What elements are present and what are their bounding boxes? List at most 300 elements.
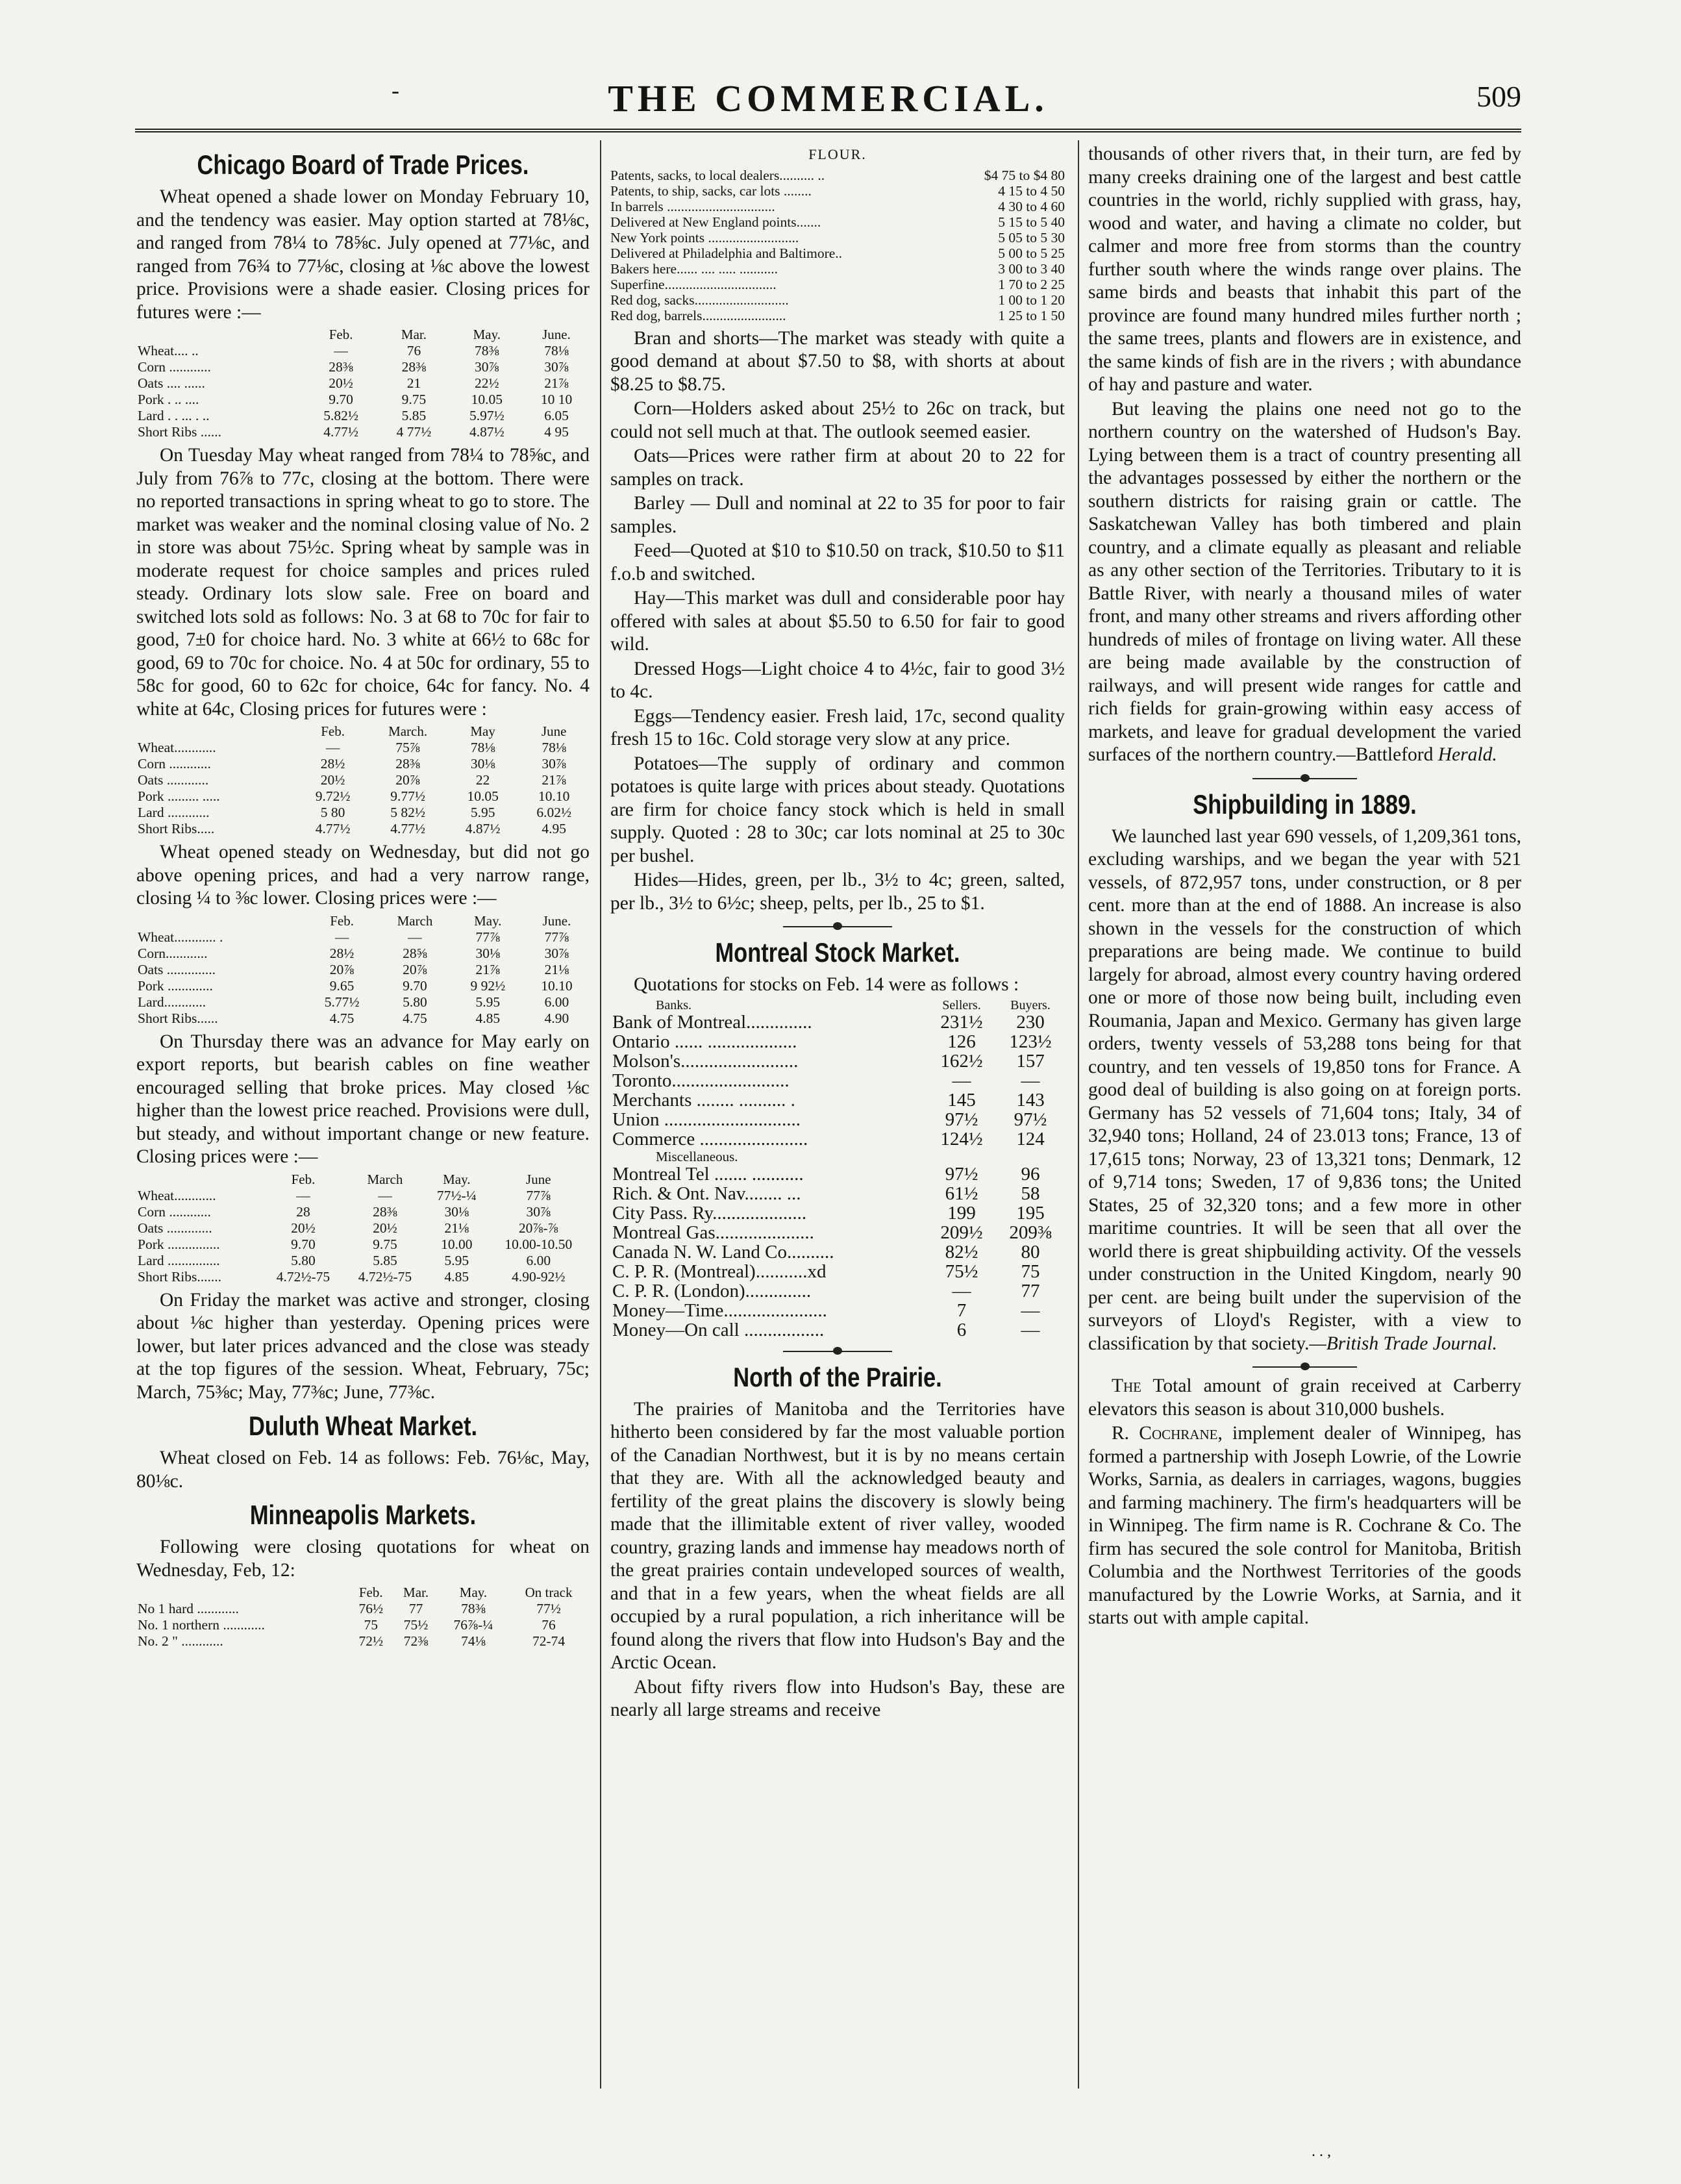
commodity-label: Pork ......... ..... bbox=[138, 788, 220, 804]
table-row bbox=[136, 375, 590, 392]
stock-name: Money—On call ................. bbox=[612, 1319, 825, 1340]
table-header-cell: On track bbox=[525, 1585, 573, 1600]
table-row bbox=[136, 756, 590, 772]
table-header-cell: Mar. bbox=[401, 327, 427, 342]
flour-row bbox=[610, 261, 1065, 277]
table-header-cell: June bbox=[541, 723, 567, 739]
chicago-table-2 bbox=[136, 723, 590, 837]
table-row bbox=[136, 1010, 590, 1027]
flour-heading: FLOUR. bbox=[808, 146, 867, 162]
price-cell: 10.05 bbox=[471, 392, 503, 407]
note-cochrane-lead: R. Cochrane, bbox=[1112, 1423, 1223, 1444]
price-cell: 30⅞ bbox=[542, 756, 567, 772]
sellers-price: 97½ bbox=[945, 1109, 978, 1130]
stock-row bbox=[610, 1012, 1065, 1032]
buyers-price: 58 bbox=[1021, 1183, 1040, 1204]
prairie-para-3: thousands of other rivers that, in their turn, are fed by many creeks draining one of the largest and best cattle countries in the world, richly supplied with grass, hay, wood and water, and having a climate no colder, but calmer and more free from storms than the country further south where the winds range over plains. The same birds and beasts that inhabit this part of the province are found many hundred miles further north ; the same trees, plants and flowers are in existence, and the same kinds of fish are in the rivers ; with abundance of hay and pasture and water. bbox=[1088, 144, 1521, 395]
buyers-price: 157 bbox=[1016, 1050, 1045, 1072]
produce-potatoes: Potatoes—The supply of ordinary and common potatoes is quite large with prices about steady. Quotations are firm for choice fancy stock which is held in small supply. Quoted : 28 to 30c; car lots nominal at 25 to 30c per bushel. bbox=[610, 753, 1065, 866]
price-cell: 6.02½ bbox=[536, 805, 572, 820]
price-cell: 21 bbox=[406, 375, 421, 391]
stock-row bbox=[610, 1090, 1065, 1110]
price-cell: 4.90-92½ bbox=[512, 1268, 566, 1285]
stock-name: Rich. & Ont. Nav........ ... bbox=[612, 1183, 801, 1204]
price-cell: 20½ bbox=[291, 1220, 316, 1236]
table-header-cell: Mar. bbox=[403, 1585, 429, 1600]
chicago-para-2: On Tuesday May wheat ranged from 78¼ to 78⅝c, and July from 76⅞ to 77c, closing at the bottom. There were no reported transactions in spring wheat to go to store. The market was weaker and the nominal closing value of No. 2 in store was about 75½c. Spring wheat by sample was in moderate request for choice samples and prices ruled steady. Ordinary lots slow sale. Free on board and switched lots sold as follows: No. 3 at 68 to 70c for fair to good, 7±0 for choice hard. No. 3 white at 66½ to 68c for good, 69 to 70c for choice. No. 4 at 50c for ordinary, 55 to 58c for good, 60 to 62c for choice, 64c for fancy. No. 4 white at 64c, Closing prices for futures were : bbox=[136, 445, 590, 720]
produce-corn: Corn—Holders asked about 25½ to 26c on track, but could not sell much at that. The outlook seemed easier. bbox=[610, 398, 1065, 442]
price-cell: 76 bbox=[542, 1617, 556, 1633]
price-cell: 76 bbox=[406, 343, 421, 358]
chicago-para-3: Wheat opened steady on Wednesday, but did not go above opening prices, and had a very narrow range, closing ¼ to ⅜c lower. Closing prices were :— bbox=[136, 842, 590, 909]
table-header-cell: Feb. bbox=[329, 327, 353, 342]
sellers-price: 209½ bbox=[940, 1222, 983, 1243]
commodity-label: Short Ribs...... bbox=[138, 1010, 218, 1026]
price-cell: 21⅛ bbox=[444, 1220, 469, 1236]
table-row bbox=[136, 740, 590, 756]
stock-name: C. P. R. (London).............. bbox=[612, 1280, 812, 1301]
price-cell: 5 80 bbox=[320, 805, 345, 820]
tail-mark: . . , bbox=[1312, 2143, 1331, 2160]
price-cell: 4.72½-75 bbox=[276, 1268, 330, 1285]
price-cell: 5.82½ bbox=[323, 408, 358, 423]
price-cell: 20⅞ bbox=[329, 961, 355, 977]
price-cell: 4.87½ bbox=[465, 821, 501, 836]
price-cell: 78⅛ bbox=[544, 343, 569, 358]
flour-price: 1 70 to 2 25 bbox=[998, 276, 1065, 292]
section-separator bbox=[1088, 1362, 1521, 1371]
price-cell: 28½ bbox=[320, 756, 345, 772]
stock-name: Molson's......................... bbox=[612, 1050, 799, 1072]
price-cell: 78⅛ bbox=[470, 740, 495, 755]
commodity-label: Short Ribs..... bbox=[138, 821, 215, 836]
price-cell: 9 92½ bbox=[470, 977, 506, 994]
price-cell: 9.70 bbox=[291, 1236, 316, 1252]
table-row bbox=[136, 1253, 590, 1269]
commodity-label: Wheat............ . bbox=[138, 929, 223, 945]
price-cell: 78⅛ bbox=[542, 740, 567, 755]
sellers-price: — bbox=[952, 1280, 971, 1301]
flour-grade: Superfine................................ bbox=[610, 276, 777, 292]
commodity-label: Short Ribs....... bbox=[138, 1268, 222, 1285]
column-rule-2 bbox=[1078, 140, 1079, 2089]
price-cell: 4.75 bbox=[329, 1010, 355, 1026]
stock-row bbox=[610, 1184, 1065, 1203]
flour-row bbox=[610, 168, 1065, 183]
duluth-heading: Duluth Wheat Market. bbox=[248, 1411, 478, 1441]
table-row bbox=[136, 805, 590, 821]
montreal-stock-table bbox=[610, 998, 1065, 1340]
shipbuilding-heading: Shipbuilding in 1889. bbox=[1193, 788, 1417, 820]
stock-name: C. P. R. (Montreal)...........xd bbox=[612, 1261, 827, 1282]
shipbuilding-credit: —British Trade Journal. bbox=[1309, 1333, 1497, 1354]
price-cell: 9.70 bbox=[403, 977, 427, 994]
minneapolis-heading: Minneapolis Markets. bbox=[249, 1500, 477, 1530]
commodity-label: Oats .... ...... bbox=[138, 375, 205, 391]
column-3 bbox=[1088, 143, 1521, 1631]
price-cell: 5.77½ bbox=[324, 994, 360, 1010]
table-row bbox=[136, 1633, 590, 1650]
price-cell: 28 bbox=[296, 1203, 310, 1220]
table-header-cell bbox=[136, 913, 306, 929]
price-cell: 21⅞ bbox=[475, 961, 501, 977]
table-header-cell: Feb. bbox=[321, 723, 345, 739]
commodity-label: Lard............ bbox=[138, 994, 206, 1010]
price-cell: 4.77½ bbox=[390, 821, 425, 836]
price-cell: 75 bbox=[364, 1617, 378, 1633]
note-carberry-lead: The bbox=[1112, 1375, 1142, 1396]
price-cell: — bbox=[378, 1187, 392, 1203]
produce-hay: Hay—This market was dull and considerable poor hay offered with sales at about $5.50 to 6.50 for fair to good wild. bbox=[610, 588, 1065, 655]
commodity-label: Short Ribs ...... bbox=[138, 424, 222, 440]
price-cell: 76⅞-¼ bbox=[453, 1617, 493, 1633]
flour-price: 1 00 to 1 20 bbox=[998, 292, 1065, 308]
price-cell: 21⅞ bbox=[542, 772, 567, 788]
price-cell: 30⅛ bbox=[475, 945, 501, 961]
price-cell: 72½ bbox=[358, 1633, 384, 1649]
sellers-price: 124½ bbox=[940, 1128, 983, 1149]
table-row bbox=[136, 1204, 590, 1220]
prairie-para-2: About fifty rivers flow into Hudson's Bay, these are nearly all large streams and receive bbox=[610, 1676, 1065, 1720]
banks-label: Banks. bbox=[656, 998, 691, 1012]
prairie-para-4 bbox=[1088, 398, 1521, 767]
price-cell: 28⅜ bbox=[395, 756, 420, 772]
table-header-cell: May bbox=[470, 723, 495, 739]
stock-name: City Pass. Ry.................... bbox=[612, 1202, 807, 1224]
price-cell: 4.77½ bbox=[315, 821, 351, 836]
price-cell: 72-74 bbox=[532, 1633, 566, 1649]
table-row bbox=[136, 1269, 590, 1285]
flour-row bbox=[610, 214, 1065, 230]
stock-row bbox=[610, 1262, 1065, 1281]
stock-row bbox=[610, 1223, 1065, 1242]
sellers-price: 231½ bbox=[940, 1011, 983, 1033]
price-cell: 5 82½ bbox=[390, 805, 425, 820]
table-header-cell: June bbox=[526, 1171, 551, 1187]
produce-oats: Oats—Prices were rather firm at about 20 to 22 for samples on track. bbox=[610, 446, 1065, 490]
table-header-cell: May. bbox=[473, 327, 501, 342]
masthead-dash: - bbox=[392, 77, 399, 103]
sellers-price: — bbox=[952, 1070, 971, 1091]
price-cell: 4.85 bbox=[444, 1268, 469, 1285]
price-cell: — bbox=[334, 343, 348, 358]
flour-grade: Patents, sacks, to local dealers.......... .. bbox=[610, 167, 825, 183]
table-row bbox=[136, 392, 590, 408]
sellers-price: 61½ bbox=[945, 1183, 978, 1204]
shipbuilding-para-1 bbox=[1088, 825, 1521, 1356]
price-cell: 4 77½ bbox=[396, 424, 432, 440]
price-cell: 75½ bbox=[403, 1617, 429, 1633]
flour-grade: New York points .......................... bbox=[610, 229, 799, 245]
commodity-label: Wheat............ bbox=[138, 1187, 216, 1203]
flour-row bbox=[610, 230, 1065, 245]
stock-row bbox=[610, 1032, 1065, 1051]
table-header-cell bbox=[136, 327, 305, 343]
table-row bbox=[136, 994, 590, 1010]
price-cell: 78⅜ bbox=[475, 343, 499, 358]
commodity-label: No 1 hard ............ bbox=[138, 1601, 239, 1616]
table-row bbox=[136, 1601, 590, 1617]
price-cell: 10.10 bbox=[541, 977, 573, 994]
table-header-cell: May. bbox=[474, 912, 502, 929]
stock-name: Montreal Tel ....... ........... bbox=[612, 1163, 804, 1185]
section-separator bbox=[1088, 773, 1521, 783]
note-carberry bbox=[1088, 1375, 1521, 1421]
table-header-cell: Feb. bbox=[330, 912, 354, 929]
column-2 bbox=[610, 143, 1065, 1724]
misc-label: Miscellaneous. bbox=[656, 1148, 738, 1164]
price-cell: 21⅞ bbox=[544, 375, 569, 391]
price-cell: 4.75 bbox=[403, 1010, 427, 1026]
table-header-cell: March bbox=[397, 912, 433, 929]
sellers-price: 7 bbox=[956, 1299, 967, 1321]
flour-price: 5 15 to 5 40 bbox=[998, 214, 1065, 230]
table-header-cell bbox=[136, 723, 297, 740]
price-cell: 20½ bbox=[373, 1220, 397, 1236]
chicago-para-1: Wheat opened a shade lower on Monday February 10, and the tendency was easier. May option started at 78⅛c, and ranged from 78¼ to 78⅝c. July opened at 77⅛c, and ranged from 76¾ to 77⅛c, closing at ⅛c above the lowest price. Provisions were a shade easier. Closing prices for futures were :— bbox=[136, 186, 590, 323]
buyers-price: — bbox=[1021, 1070, 1040, 1091]
commodity-label: No. 2 " ............ bbox=[138, 1633, 223, 1649]
stock-name: Union ............................. bbox=[612, 1109, 801, 1130]
price-cell: 4.85 bbox=[475, 1010, 501, 1026]
price-cell: — bbox=[296, 1187, 310, 1203]
chicago-table-1 bbox=[136, 327, 590, 440]
price-cell: 77⅞ bbox=[544, 929, 569, 945]
price-cell: 75⅞ bbox=[395, 740, 420, 755]
table-row bbox=[136, 1188, 590, 1204]
stock-row bbox=[610, 1242, 1065, 1262]
minneapolis-para-1: Following were closing quotations for wheat on Wednesday, Feb, 12: bbox=[136, 1537, 590, 1581]
price-cell: 28⅜ bbox=[329, 359, 353, 375]
price-cell: 76½ bbox=[358, 1601, 384, 1616]
price-cell: 22 bbox=[475, 772, 490, 788]
price-cell: 20⅞ bbox=[403, 961, 427, 977]
price-cell: 4 95 bbox=[544, 424, 569, 440]
prairie-para-4-text: But leaving the plains one need not go to the northern country on the watershed of Hudson's Bay. Lying between them is a tract of country presenting all the advantages possessed by either the northern or the southern districts for raising grain or cattle. The Saskatchewan Valley has both timbered and plain country, and a climate equally as pleasant and reliable as any other section of the Territories. Tributary to it is Battle River, with nearly a thousand miles of water front, and many other streams and rivers affording other hundreds of miles of frontage on living water. All these are being made available by the construction of railways, and will present wide ranges for cattle and rich fields for grain-growing within easy access of markets, and leave for gradual development the varied surfaces of the northern country. bbox=[1088, 398, 1521, 765]
price-cell: 4.72½-75 bbox=[358, 1268, 412, 1285]
price-cell: 30⅞ bbox=[475, 359, 499, 375]
table-row bbox=[136, 929, 590, 946]
commodity-label: Pork ............... bbox=[138, 1236, 220, 1252]
price-cell: 30⅛ bbox=[444, 1203, 469, 1220]
note-carberry-text: Total amount of grain received at Carberry elevators this season is about 310,000 bushels. bbox=[1088, 1375, 1521, 1420]
stock-name: Toronto......................... bbox=[612, 1070, 790, 1091]
table-header-cell: June. bbox=[542, 327, 571, 342]
flour-price: 1 25 to 1 50 bbox=[998, 307, 1065, 323]
price-cell: 77⅞ bbox=[475, 929, 501, 945]
price-cell: 20⅞-⅞ bbox=[518, 1220, 558, 1236]
flour-grade: Delivered at Philadelphia and Baltimore.. bbox=[610, 245, 843, 261]
price-cell: 6.00 bbox=[544, 994, 569, 1010]
table-row bbox=[136, 408, 590, 424]
flour-grade: Bakers here...... .... ..... ........... bbox=[610, 260, 778, 277]
price-cell: 77½-¼ bbox=[436, 1187, 477, 1203]
sellers-label: Sellers. bbox=[942, 998, 981, 1012]
note-cochrane bbox=[1088, 1422, 1521, 1630]
buyers-price: 80 bbox=[1021, 1241, 1040, 1262]
price-cell: 5.85 bbox=[373, 1252, 397, 1268]
chicago-para-5: On Friday the market was active and stronger, closing about ⅛c higher than yesterday. Opening prices were lower, but later prices advanced and the close was steady at the top figures of the session. Wheat, February, 75c; March, 75⅜c; May, 77⅜c; June, 77⅜c. bbox=[136, 1289, 590, 1403]
stock-row bbox=[610, 1203, 1065, 1223]
stock-row bbox=[610, 1320, 1065, 1340]
sellers-price: 145 bbox=[947, 1089, 976, 1111]
flour-row bbox=[610, 199, 1065, 214]
price-cell: 10.00 bbox=[441, 1236, 473, 1252]
price-cell: 78⅜ bbox=[461, 1601, 486, 1616]
price-cell: 10 10 bbox=[540, 392, 573, 407]
table-header-cell bbox=[136, 1172, 262, 1188]
price-cell: 20⅞ bbox=[395, 772, 420, 788]
price-cell: 21⅛ bbox=[544, 961, 569, 977]
flour-price: 5 00 to 5 25 bbox=[998, 245, 1065, 261]
flour-price: 5 05 to 5 30 bbox=[998, 229, 1065, 245]
sellers-price: 97½ bbox=[945, 1163, 978, 1185]
produce-hogs: Dressed Hogs—Light choice 4 to 4½c, fair to good 3½ to 4c. bbox=[610, 658, 1065, 702]
flour-grade: In barrels ............................... bbox=[610, 198, 775, 214]
chicago-table-4 bbox=[136, 1172, 590, 1285]
stock-row bbox=[610, 1129, 1065, 1149]
flour-row bbox=[610, 245, 1065, 261]
stock-row bbox=[610, 1301, 1065, 1320]
flour-grade: Red dog, sacks........................... bbox=[610, 292, 789, 308]
flour-price: 4 30 to 4 60 bbox=[998, 198, 1065, 214]
commodity-label: Lard ............ bbox=[138, 805, 210, 820]
price-cell: 77½ bbox=[536, 1601, 561, 1616]
price-cell: 22½ bbox=[475, 375, 499, 391]
commodity-label: Corn ............ bbox=[138, 1203, 211, 1220]
table-row bbox=[136, 1617, 590, 1633]
commodity-label: Lard ............... bbox=[138, 1252, 220, 1268]
table-row bbox=[136, 772, 590, 788]
price-cell: 20½ bbox=[329, 375, 353, 391]
flour-price: $4 75 to $4 80 bbox=[984, 167, 1065, 183]
page-number: 509 bbox=[1476, 80, 1521, 113]
stock-name: Bank of Montreal.............. bbox=[612, 1011, 812, 1033]
commodity-label: Oats ............ bbox=[138, 772, 209, 788]
sellers-price: 82½ bbox=[945, 1241, 978, 1262]
table-header-cell: May. bbox=[443, 1171, 471, 1187]
table-row bbox=[136, 1236, 590, 1253]
table-header-cell: March bbox=[367, 1171, 403, 1187]
table-row bbox=[136, 359, 590, 375]
column-rule-1 bbox=[600, 140, 601, 2089]
commodity-label: Corn ............ bbox=[138, 359, 211, 375]
flour-row bbox=[610, 292, 1065, 308]
produce-eggs: Eggs—Tendency easier. Fresh laid, 17c, second quality fresh 15 to 16c. Cold storage very slow at any price. bbox=[610, 705, 1065, 749]
buyers-price: — bbox=[1021, 1299, 1040, 1321]
table-header-cell: June. bbox=[542, 912, 571, 929]
price-cell: 6.00 bbox=[526, 1252, 551, 1268]
buyers-price: 77 bbox=[1021, 1280, 1040, 1301]
price-cell: 28⅜ bbox=[373, 1203, 397, 1220]
commodity-label: Pork ............. bbox=[138, 977, 213, 994]
price-cell: 4.77½ bbox=[323, 424, 358, 440]
table-header-cell bbox=[136, 1585, 349, 1601]
shipbuilding-text: We launched last year 690 vessels, of 1,209,361 tons, excluding warships, and we began the year with 521 vessels, of 872,957 tons, under construction, or 8 per cent. more than at the end of 1888. An increase is also shown in the vessels for the construction of which preparations are being made. We continue to build largely for abroad, almost every country having ordered one or more of those now being built, including even Roumania, Japan and Mexico. Germany has given large orders, twenty vessels of 53,288 tons being for that country, and ten vessels of 19,850 tons for France. A good deal of building is also going on at foreign ports. Germany has 52 vessels of 71,604 tons; Italy, 34 of 32,940 tons; Holland, 24 of 23.013 tons; France, 13 of 17,615 tons; Norway, 23 of 13,321 tons; Denmark, 12 of 9,714 tons; Sweden, 17 of 9,836 tons; the United States, 25 of 32,320 tons; and a few more in other maritime countries. It will be seen that all over the world there is great shipbuilding activity. Of the vessels under construction in the United Kingdom, nearly 90 per cent. are being built under the supervision of the surveyors of Lloyd's Register, with a view to classification by that society. bbox=[1088, 825, 1521, 1354]
masthead bbox=[135, 77, 1521, 129]
produce-feed: Feed—Quoted at $10 to $10.50 on track, $10.50 to $11 f.o.b and switched. bbox=[610, 540, 1065, 584]
stock-row bbox=[610, 1281, 1065, 1301]
price-cell: 9.75 bbox=[373, 1236, 397, 1252]
price-cell: 77⅞ bbox=[526, 1187, 551, 1203]
buyers-price: 96 bbox=[1021, 1163, 1040, 1185]
flour-price: 3 00 to 3 40 bbox=[998, 260, 1065, 277]
flour-table bbox=[610, 168, 1065, 323]
price-cell: 10.10 bbox=[538, 788, 570, 804]
flour-row bbox=[610, 183, 1065, 199]
buyers-price: 195 bbox=[1016, 1202, 1045, 1224]
price-cell: 30⅞ bbox=[544, 945, 569, 961]
montreal-para-1: Quotations for stocks on Feb. 14 were as follows : bbox=[634, 974, 1019, 995]
price-cell: 10.05 bbox=[467, 788, 499, 804]
duluth-para-1: Wheat closed on Feb. 14 as follows: Feb. 76⅛c, May, 80⅛c. bbox=[136, 1448, 590, 1492]
commodity-label: Corn ............ bbox=[138, 756, 211, 772]
stock-name: Money—Time...................... bbox=[612, 1299, 827, 1321]
stock-row bbox=[610, 1164, 1065, 1184]
stock-name: Merchants ........ .......... . bbox=[612, 1089, 795, 1111]
table-header-cell: March. bbox=[388, 723, 428, 739]
prairie-credit-name: Herald. bbox=[1438, 744, 1497, 765]
stock-name: Ontario ...... ................... bbox=[612, 1031, 797, 1052]
stock-name: Montreal Gas..................... bbox=[612, 1222, 814, 1243]
price-cell: 10.00-10.50 bbox=[504, 1236, 573, 1252]
price-cell: 20½ bbox=[320, 772, 345, 788]
commodity-label: Wheat.... .. bbox=[138, 343, 199, 358]
table-row bbox=[136, 424, 590, 440]
price-cell: 5.80 bbox=[403, 994, 427, 1010]
sellers-price: 126 bbox=[947, 1031, 976, 1052]
price-cell: 9.70 bbox=[329, 392, 353, 407]
masthead-rule bbox=[135, 129, 1521, 132]
sellers-price: 162½ bbox=[940, 1050, 983, 1072]
prairie-credit-prefix: —Battleford bbox=[1336, 744, 1438, 765]
prairie-heading: North of the Prairie. bbox=[733, 1361, 942, 1392]
price-cell: 4.95 bbox=[542, 821, 567, 836]
price-cell: 5.95 bbox=[470, 805, 495, 820]
minneapolis-table bbox=[136, 1585, 590, 1650]
price-cell: 30⅞ bbox=[544, 359, 569, 375]
price-cell: 9.72½ bbox=[315, 788, 351, 804]
table-row bbox=[136, 821, 590, 837]
section-separator bbox=[610, 1346, 1065, 1355]
price-cell: — bbox=[334, 929, 349, 945]
price-cell: 4.90 bbox=[544, 1010, 569, 1026]
chicago-heading: Chicago Board of Trade Prices. bbox=[197, 149, 529, 180]
stock-row bbox=[610, 1051, 1065, 1071]
sellers-price: 199 bbox=[947, 1202, 976, 1224]
price-cell: 28⅜ bbox=[401, 359, 427, 375]
buyers-label: Buyers. bbox=[1010, 998, 1051, 1012]
price-cell: 5.95 bbox=[444, 1252, 469, 1268]
commodity-label: Pork . .. .... bbox=[138, 392, 199, 407]
flour-row bbox=[610, 277, 1065, 292]
montreal-heading: Montreal Stock Market. bbox=[715, 937, 960, 968]
price-cell: 5.95 bbox=[475, 994, 501, 1010]
price-cell: 9.65 bbox=[329, 977, 355, 994]
sellers-price: 75½ bbox=[945, 1261, 978, 1282]
buyers-price: 75 bbox=[1021, 1261, 1040, 1282]
flour-row bbox=[610, 308, 1065, 323]
table-row bbox=[136, 788, 590, 805]
table-header-cell: May. bbox=[459, 1585, 488, 1600]
prairie-para-1: The prairies of Manitoba and the Territories have hitherto been considered by far the most valuable portion of the Canadian Northwest, but it is by no means certain that they are. With all the acknowledged beauty and fertility of the great plains the discovery is slowly being made that the illimitable extent of river valley, wooded country, grazing lands and immense hay meadows north of the great prairies contain undeveloped sources of wealth, and that in a few years, when the wheat fields are all occupied by a rural population, a rich inheritance will be found along the rivers that flow into Hudson's Bay and the Arctic Ocean. bbox=[610, 1398, 1065, 1673]
price-cell: 5.97½ bbox=[469, 408, 504, 423]
table-row bbox=[136, 343, 590, 359]
sellers-price: 6 bbox=[956, 1319, 967, 1340]
publication-title: THE COMMERCIAL. bbox=[608, 77, 1049, 119]
price-cell: 4.87½ bbox=[469, 424, 504, 440]
section-separator bbox=[610, 922, 1065, 931]
